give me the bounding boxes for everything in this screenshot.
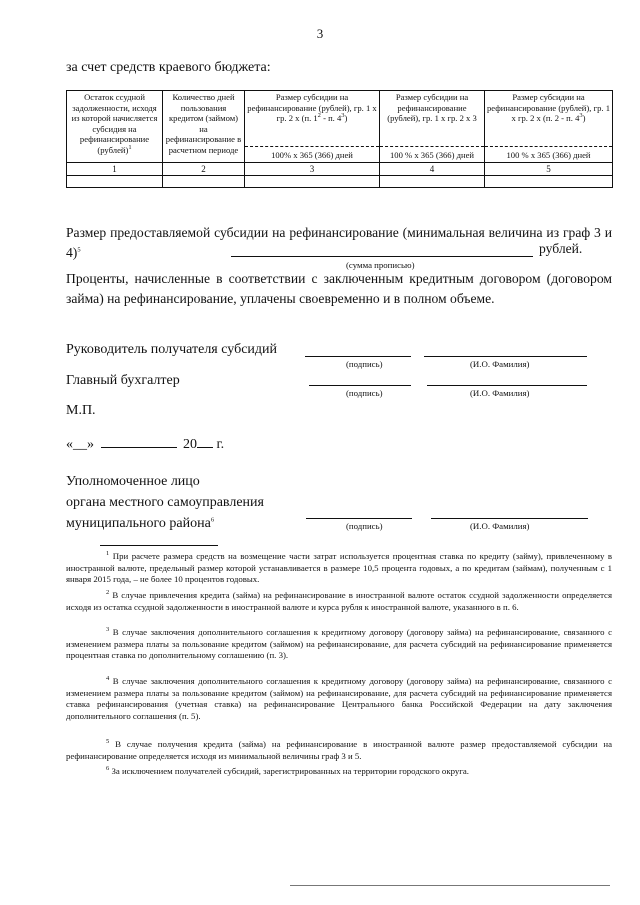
stamp-label: М.П. xyxy=(66,403,96,418)
budget-line: за счет средств краевого бюджета: xyxy=(66,60,271,75)
footnote-4: $^4$ В случае заключения дополнительного соглашения к кредитному договору (договору займа) на рефинансирование, связанного с изменением размера платы за пользование кредитом (займом) на рефинансирование, для расчета субсидий на рефинансирование применяется ставка рефинансирования (учетная ставка) на рефинансирование Центрального банка Российской Федерации на дату заключения дополнительного соглашения (п. 5). xyxy=(66,675,612,721)
cell-blank[interactable] xyxy=(245,175,380,187)
page-number: 3 xyxy=(316,26,324,41)
footnote-5: $^5$ В случае получения кредита (займа) на рефинансирование в иностранной валюте размер предоставляемой субсидии на рефинансирование определяется исходя из минимальной величины граф 3 и 5. xyxy=(66,738,612,761)
cell-blank[interactable] xyxy=(67,175,163,187)
authorized-signature-field[interactable] xyxy=(306,518,412,519)
name-hint: (И.О. Фамилия) xyxy=(470,359,530,369)
col4-formula: 100 % х 365 (366) дней xyxy=(390,150,474,160)
footnote-3: $^3$ В случае заключения дополнительного соглашения к кредитному договору (договору займа) на рефинансирование, связанного с изменением размера платы за пользование кредитом (займом) на рефинансирование, для расчета субсидий на рефинансирование применяется процентная ставка по дополнительному соглашению (п. 3). xyxy=(66,626,612,661)
col5-header: Размер субсидии на рефинансирование (рублей), гр. 1 х гр. 2 х (п. 2 - п. $4^3$) 100 % х 365 (366) дней xyxy=(485,91,613,163)
head-label: Руководитель получателя субсидий xyxy=(66,342,278,357)
subsidy-hint: (сумма прописью) xyxy=(346,260,415,270)
head-signature-field[interactable] xyxy=(305,356,411,357)
sign-hint: (подпись) xyxy=(346,521,383,531)
footnote-2: $^2$ В случае привлечения кредита (займа) на рефинансирование в иностранной валюте остаток ссудной задолженности определяется исходя из остатка ссудной задолженности в иностранной валюте и курса рубля к иностранной валюте, указанного в п. 6. xyxy=(66,589,612,612)
footnote-separator xyxy=(100,545,218,546)
authorized-name-field[interactable] xyxy=(431,518,588,519)
footnote-1: $^1$ При расчете размера средств на возмещение части затрат используется процентная ставка по кредиту (займу), привлеченному в иностранной валюте, предельный размер которой устанавливается в размере 10,5 процента годовых, а по кредитам (займам), полученным с 1 января 2015 года, – не более 10 процентов годовых. xyxy=(66,550,612,585)
name-hint: (И.О. Фамилия) xyxy=(470,521,530,531)
col2-header: Количество дней пользования кредитом (займом) на рефинансирование в расчетном периоде xyxy=(163,91,245,163)
data-row xyxy=(67,175,613,187)
accountant-name-field[interactable] xyxy=(427,385,587,386)
cell-blank[interactable] xyxy=(380,175,485,187)
subsidy-paragraph: Размер предоставляемой субсидии на рефинансирование (минимальная величина из граф 3 и 4)$^5$ xyxy=(66,225,612,260)
date-month-field[interactable] xyxy=(101,447,177,448)
column-numbers-row: 1 2 3 4 5 xyxy=(67,162,613,175)
name-hint: (И.О. Фамилия) xyxy=(470,388,530,398)
col4-header: Размер субсидии на рефинансирование (рублей), гр. 1 х гр. 2 х 3 100 % х 365 (366) дней xyxy=(380,91,485,163)
chief-accountant-label: Главный бухгалтер xyxy=(66,373,180,388)
head-name-field[interactable] xyxy=(424,356,587,357)
col1-header: Остаток ссудной задолженности, исходя из которой начисляется субсидия на рефинансирование (рублей)$^1$ xyxy=(67,91,163,163)
footnote-ref: 1 xyxy=(128,143,132,151)
sign-hint: (подпись) xyxy=(346,359,383,369)
accountant-signature-field[interactable] xyxy=(309,385,411,386)
col3-formula: 100% х 365 (366) дней xyxy=(271,150,353,160)
date-year-field[interactable] xyxy=(197,447,213,448)
subsidy-amount-field[interactable] xyxy=(231,256,533,257)
cell-blank[interactable] xyxy=(485,175,613,187)
subsidy-unit: рублей. xyxy=(539,241,583,256)
sign-hint: (подпись) xyxy=(346,388,383,398)
scan-edge-line xyxy=(290,885,610,886)
interest-paragraph: Проценты, начисленные в соответствии с заключенным кредитным договором (договором займа) на рефинансирование, уплачены своевременно и в полном объеме. xyxy=(66,271,612,306)
authorized-person-label: Уполномоченное лицо органа местного самоуправления муниципального района$^6$ xyxy=(66,474,264,531)
col5-formula: 100 % х 365 (366) дней xyxy=(506,150,591,160)
date-line: «__» 20 г. xyxy=(66,437,225,452)
cell-blank[interactable] xyxy=(163,175,245,187)
calculation-table xyxy=(66,90,613,188)
col3-header: Размер субсидии на рефинансирование (рублей), гр. 1 х гр. 2 х (п. $1^2$ - п. $4^3$) 100% х 365 (366) дней xyxy=(245,91,380,163)
footnote-6: $^6$ За исключением получателей субсидий, зарегистрированных на территории городского округа. xyxy=(106,765,469,776)
